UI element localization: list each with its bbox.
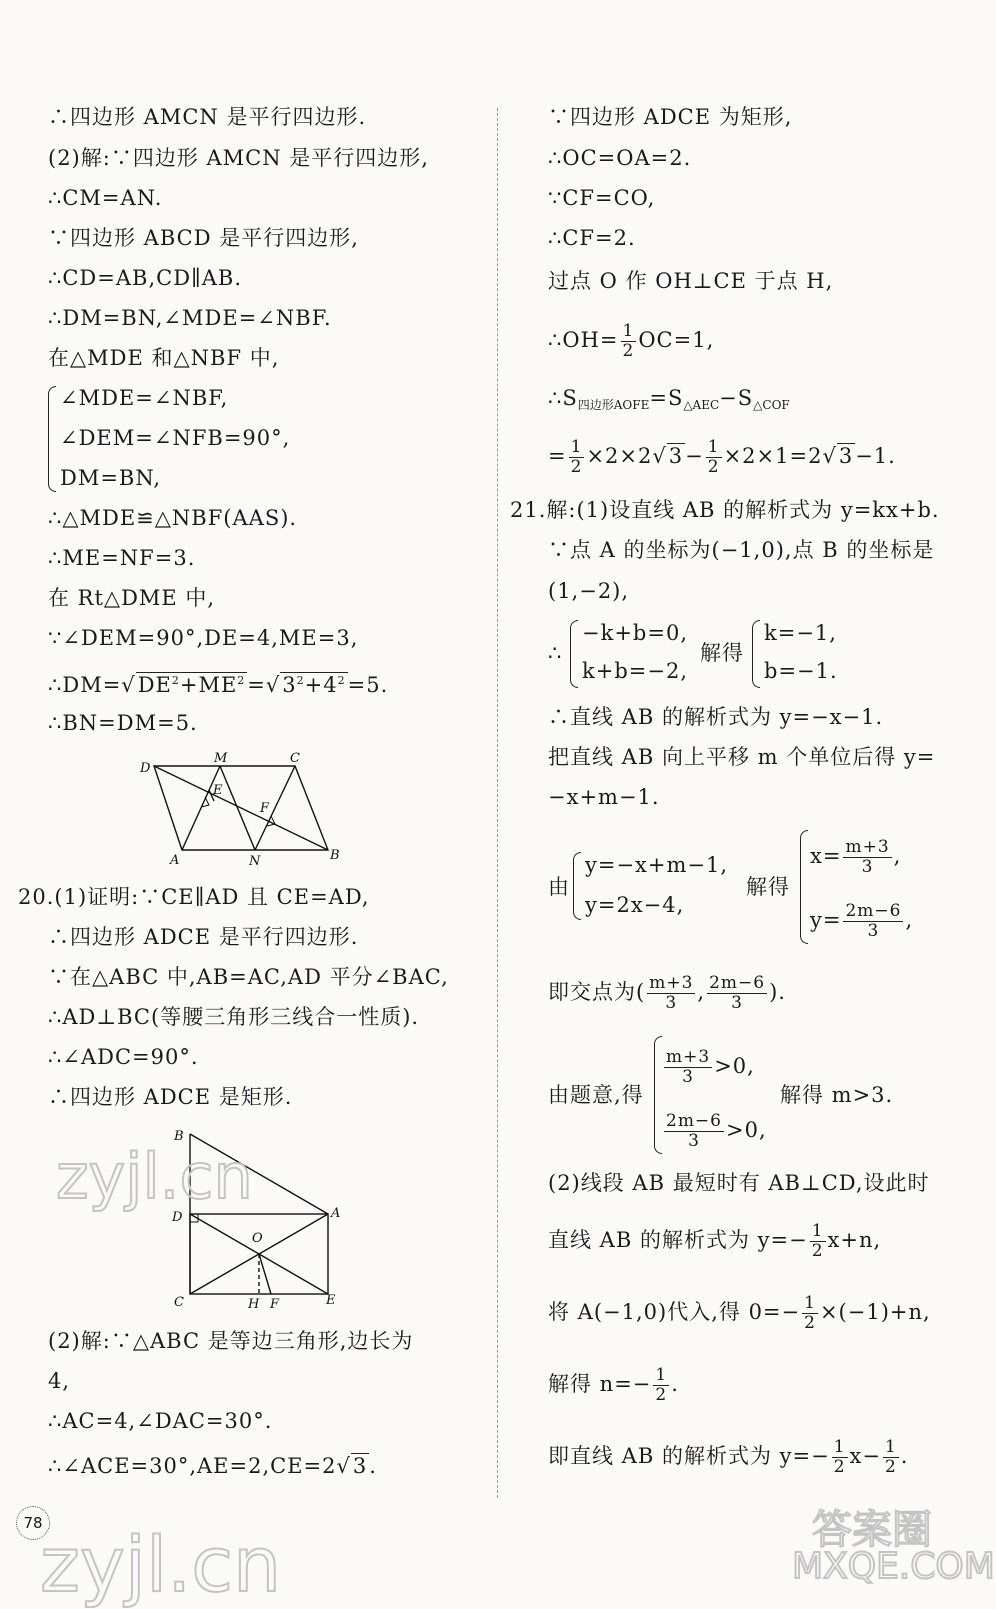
math-line <box>548 1222 881 1261</box>
numerator: 1 <box>622 321 635 341</box>
math-text: ×2×1=2 <box>723 444 823 468</box>
system-brace <box>570 620 578 688</box>
fraction <box>832 1438 848 1477</box>
text-line: 解得 m>3. <box>780 1083 894 1107</box>
math-line <box>548 974 786 1013</box>
point-label: E <box>326 1293 336 1308</box>
math-text: x= <box>810 844 842 868</box>
text-line: 由题意,得 <box>548 1083 644 1107</box>
text-line: 21.解:(1)设直线 AB 的解析式为 y=kx+b. <box>510 498 940 522</box>
math-line <box>662 1048 755 1087</box>
math-text: DE <box>137 673 172 697</box>
subscript: △COF <box>753 398 790 412</box>
point-label: O <box>252 1231 263 1246</box>
point-label: E <box>213 783 223 798</box>
math-text: >0, <box>714 1054 755 1078</box>
fraction <box>569 438 585 477</box>
text-line: ∴直线 AB 的解析式为 y=−x−1. <box>548 705 884 729</box>
fraction <box>664 1048 712 1087</box>
system-brace <box>654 1036 662 1154</box>
text-line: 在△MDE 和△NBF 中, <box>48 346 280 370</box>
text-line: ∴AC=4,∠DAC=30°. <box>48 1409 273 1433</box>
math-text: ∴∠ACE=30°,AE=2,CE=2 <box>48 1454 337 1478</box>
math-text: −1. <box>855 444 896 468</box>
text-line: 在 Rt△DME 中, <box>48 586 216 610</box>
math-text: OC=1, <box>638 328 715 352</box>
text-line: −k+b=0, <box>582 621 688 645</box>
text-line: ∴AD⊥BC(等腰三角形三线合一性质). <box>48 1005 420 1029</box>
watermark: zyjl.cn <box>56 1140 253 1213</box>
text-line: ∴CF=2. <box>548 226 636 250</box>
math-line: = $\frac{1}{2}$ ×2×2√3− $\frac{1}{2}$ ×2×1=2√3−1. <box>548 437 896 477</box>
math-text: ×2×2 <box>586 444 653 468</box>
denominator: 3 <box>682 1067 694 1087</box>
text-line: ∵CF=CO, <box>548 186 656 210</box>
text-line: ∠DEM=∠NFB=90°, <box>60 426 291 450</box>
text-line: ∴四边形 AMCN 是平行四边形. <box>48 105 367 129</box>
fraction <box>843 838 891 877</box>
numerator: 1 <box>570 437 583 457</box>
exponent: 2 <box>171 674 180 687</box>
denominator: 2 <box>833 1457 846 1477</box>
point-label: D <box>140 761 151 776</box>
numerator: m+3 <box>666 1047 711 1067</box>
text-line: ∴CM=AN. <box>48 186 163 210</box>
text-line: (2)解:∵四边形 AMCN 是平行四边形, <box>48 146 429 170</box>
denominator: 3 <box>861 857 874 877</box>
point-label: M <box>214 752 228 766</box>
sqrt-radicand: 3 <box>668 444 684 468</box>
math-line <box>810 838 901 877</box>
math-text: , <box>697 980 706 1004</box>
math-text: ∴S <box>548 386 578 410</box>
denominator: 2 <box>655 1385 668 1405</box>
text-line: ∵四边形 ADCE 为矩形, <box>548 105 793 129</box>
sqrt-radicand: 3 <box>352 1454 368 1478</box>
math-text: 将 A(−1,0)代入,得 0=− <box>548 1300 801 1324</box>
math-text: 3 <box>282 673 297 697</box>
text-line: 4, <box>48 1369 71 1393</box>
page-number: 78 <box>16 1506 50 1540</box>
math-text: ×(−1)+n, <box>819 1300 931 1324</box>
text-line: 过点 O 作 OH⊥CE 于点 H, <box>548 269 834 293</box>
fraction <box>883 1438 899 1477</box>
numerator: m+3 <box>649 973 694 993</box>
numerator: 1 <box>884 1437 897 1457</box>
math-text: >0, <box>726 1118 767 1142</box>
text-line: k+b=−2, <box>582 659 688 683</box>
math-line <box>548 1294 931 1333</box>
sqrt-radicand: 3 <box>838 444 854 468</box>
denominator: 2 <box>622 341 635 361</box>
math-text: =5. <box>347 673 389 697</box>
math-text: = <box>247 673 266 697</box>
text-line: ∴CD=AB,CD∥AB. <box>48 266 243 290</box>
fraction <box>647 974 695 1013</box>
text-line: 把直线 AB 向上平移 m 个单位后得 y= <box>548 745 936 769</box>
math-line <box>810 902 913 941</box>
numerator: 1 <box>811 1221 824 1241</box>
watermark: MXQE.COM <box>792 1546 995 1587</box>
text-line: (1,−2), <box>548 579 630 603</box>
math-line <box>548 383 790 420</box>
numerator: 1 <box>833 1437 846 1457</box>
text-line: (2)线段 AB 最短时有 AB⊥CD,设此时 <box>548 1171 930 1195</box>
math-text: +4 <box>304 673 338 697</box>
text-line: ∴OC=OA=2. <box>548 146 692 170</box>
text-line: ∠MDE=∠NBF, <box>60 386 229 410</box>
numerator: 2m−6 <box>845 901 902 921</box>
denominator: 2 <box>707 457 720 477</box>
math-text: x− <box>849 1444 881 1468</box>
text-line: ∴ME=NF=3. <box>48 546 196 570</box>
math-text: 即交点为( <box>548 980 646 1004</box>
fraction <box>810 1222 826 1261</box>
numerator: 2m−6 <box>666 1111 722 1131</box>
point-label: C <box>290 752 300 766</box>
math-text: − <box>685 444 704 468</box>
diagonal-db <box>154 766 328 850</box>
watermark: 答案圈 <box>812 1507 932 1553</box>
math-text: +ME <box>179 673 238 697</box>
math-text: x+n, <box>827 1228 882 1252</box>
text-line: ∴ <box>548 641 563 665</box>
subscript: 四边形AOFE <box>577 398 650 412</box>
math-text: . <box>900 1444 909 1468</box>
point-label: C <box>174 1295 184 1310</box>
math-text: , <box>893 844 902 868</box>
system-brace <box>573 852 581 920</box>
text-line: 解得 <box>746 875 790 899</box>
denominator: 2 <box>884 1457 897 1477</box>
math-text: ∴DM= <box>48 673 122 697</box>
sqrt-radicand <box>136 672 248 697</box>
math-text: , <box>905 908 914 932</box>
fraction <box>802 1294 818 1333</box>
fraction <box>843 902 903 941</box>
text-line: ∵四边形 ABCD 是平行四边形, <box>48 226 359 250</box>
exponent: 2 <box>337 674 346 687</box>
fraction <box>707 974 767 1013</box>
math-text: 即直线 AB 的解析式为 y=− <box>548 1444 830 1468</box>
point-label: B <box>174 1129 184 1144</box>
numerator: 2m−6 <box>709 973 766 993</box>
denominator: 2 <box>811 1241 824 1261</box>
math-text: 直线 AB 的解析式为 y=− <box>548 1228 808 1252</box>
text-line: 由 <box>548 875 570 899</box>
math-line <box>662 1112 767 1151</box>
denominator: 2 <box>570 457 583 477</box>
math-text: ). <box>769 980 786 1004</box>
exponent: 2 <box>296 674 305 687</box>
text-line: ∴BN=DM=5. <box>48 711 198 735</box>
fraction <box>664 1112 724 1151</box>
text-line: y=2x−4, <box>585 893 685 917</box>
subscript: △AEC <box>683 398 720 412</box>
math-text: y= <box>810 908 842 932</box>
fraction <box>706 438 722 477</box>
math-text: . <box>369 1454 377 1478</box>
text-line: ∴∠ADC=90°. <box>48 1045 199 1069</box>
math-text: ∴OH= <box>548 328 619 352</box>
numerator: 1 <box>655 1365 668 1385</box>
text-line: y=−x+m−1, <box>585 853 729 877</box>
text-line: ∴四边形 ADCE 是平行四边形. <box>48 925 359 949</box>
point-label: B <box>330 848 340 863</box>
point-label: F <box>260 801 270 816</box>
point-label: F <box>270 1297 280 1312</box>
math-text: −S <box>719 386 754 410</box>
system-brace <box>48 386 56 492</box>
math-line <box>548 1366 679 1405</box>
column-divider <box>497 108 498 1498</box>
text-line: ∵点 A 的坐标为(−1,0),点 B 的坐标是 <box>548 538 935 562</box>
text-line: DM=BN, <box>60 466 162 490</box>
text-line: ∵∠DEM=90°,DE=4,ME=3, <box>48 626 359 650</box>
denominator: 2 <box>804 1313 816 1333</box>
point-label: D <box>172 1210 183 1225</box>
denominator: 3 <box>731 993 743 1013</box>
point-label: A <box>331 1206 341 1221</box>
text-line: ∴四边形 ADCE 是矩形. <box>48 1085 293 1109</box>
text-line: ∴DM=BN,∠MDE=∠NBF. <box>48 306 332 330</box>
watermark: zyjl.cn <box>40 1520 282 1609</box>
denominator: 3 <box>688 1131 700 1151</box>
parallelogram-figure <box>130 752 350 870</box>
math-line <box>548 1438 908 1477</box>
math-text: . <box>671 1372 679 1396</box>
point-label: N <box>249 854 261 869</box>
point-label: H <box>248 1297 260 1312</box>
math-line: ∴∠ACE=30°,AE=2,CE=2√3. <box>48 1454 377 1478</box>
system-brace <box>800 830 808 944</box>
math-text: = <box>548 444 567 468</box>
math-line <box>548 322 714 361</box>
text-line: ∵在△ABC 中,AB=AC,AD 平分∠BAC, <box>48 965 449 989</box>
text-line: k=−1, <box>764 621 837 645</box>
denominator: 3 <box>867 921 880 941</box>
segment-am <box>182 766 220 850</box>
numerator: 1 <box>804 1293 816 1313</box>
system-brace <box>752 620 760 688</box>
numerator: m+3 <box>845 837 890 857</box>
sqrt-radicand <box>280 672 347 697</box>
text-line: (2)解:∵△ABC 是等边三角形,边长为 <box>48 1329 414 1353</box>
numerator: 1 <box>707 437 720 457</box>
fraction <box>653 1366 669 1405</box>
text-line: ∴△MDE≌△NBF(AAS). <box>48 506 298 530</box>
text-line: −x+m−1. <box>548 785 660 809</box>
exponent: 2 <box>237 674 246 687</box>
math-text: 解得 n=− <box>548 1372 652 1396</box>
math-line: $\therefore DM=√DE^2+ME^2=√3^2+4^2=5$. <box>48 673 389 697</box>
denominator: 3 <box>665 993 678 1013</box>
segment-mn-left <box>220 766 255 850</box>
math-text: =S <box>649 386 684 410</box>
text-line: 20.(1)证明:∵CE∥AD 且 CE=AD, <box>18 885 370 909</box>
point-label: A <box>170 853 180 868</box>
text-line: 解得 <box>700 641 744 665</box>
text-line: b=−1. <box>764 659 838 683</box>
fraction <box>621 322 637 361</box>
